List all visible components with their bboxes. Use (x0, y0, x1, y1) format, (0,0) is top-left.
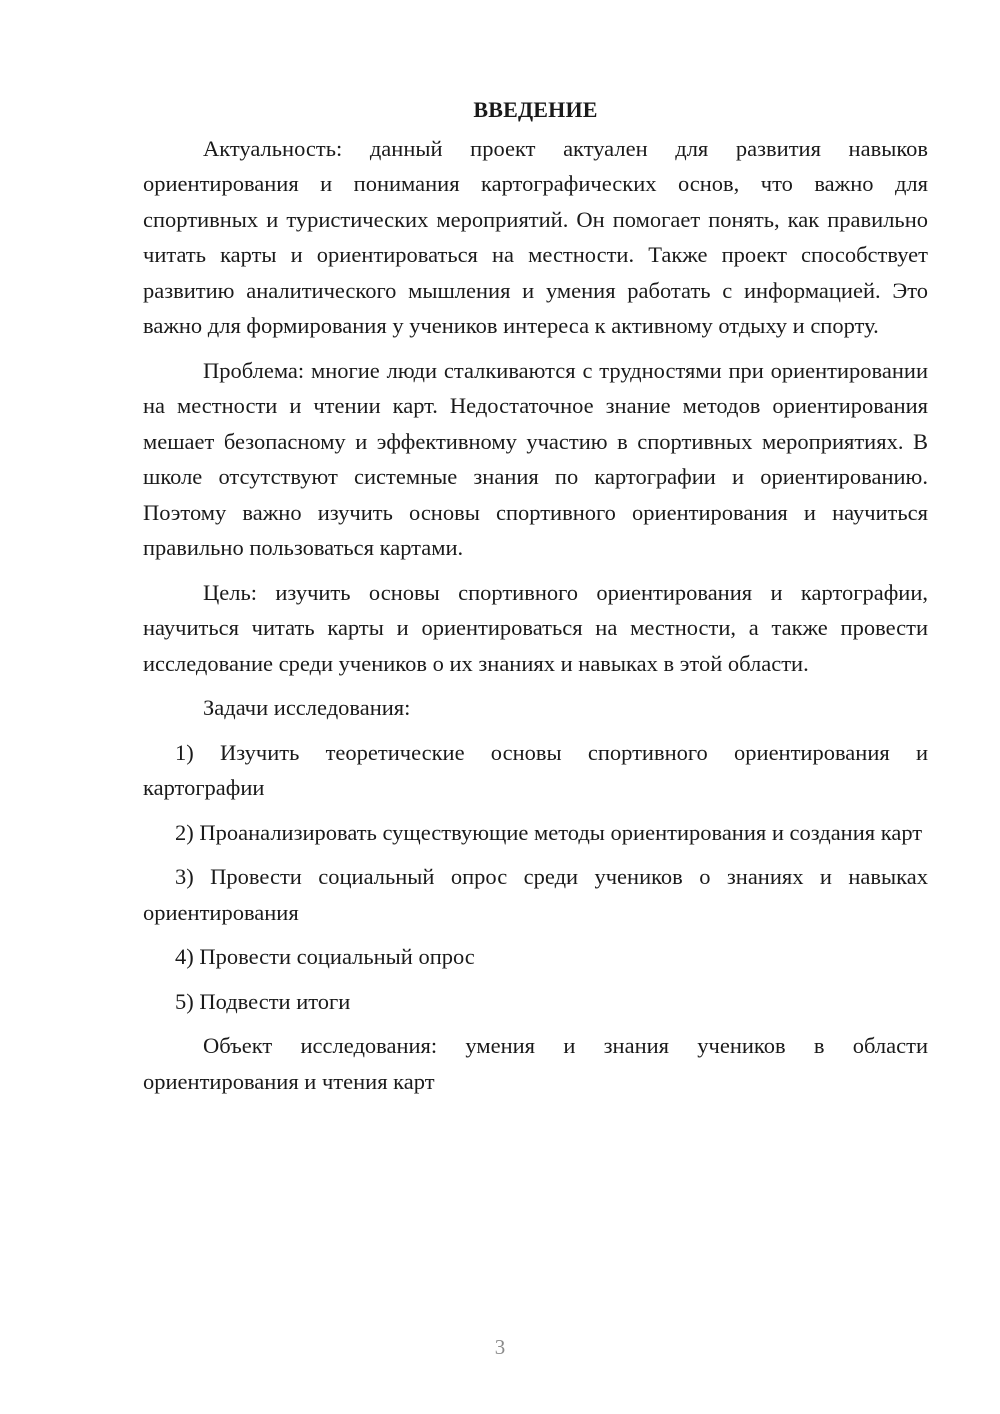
task-item-2: 2) Проанализировать существующие методы ориентирования и создания карт (175, 819, 923, 845)
tasks-heading: Задачи исследования: (203, 695, 411, 720)
relevance-paragraph: Актуальность: данный проект актуален для развития навыков ориентирования и понимания картографических основ, что важно для спортивных и туристических мероприятий. Он помогает понять, как правильно читать карты и ориентироваться на местности. Также проект способствует развитию аналитического мышления и умения работать с информацией. Это важно для формирования у учеников интереса к активному отдыху и спорту. (143, 135, 928, 338)
section-heading: ВВЕДЕНИЕ (473, 97, 598, 122)
goal-paragraph: Цель: изучить основы спортивного ориентирования и картографии, научиться читать карты и ориентироваться на местности, а также провести исследование среди учеников о их знаниях и навыках в этой области. (143, 579, 928, 676)
task-item-4: 4) Провести социальный опрос (175, 944, 475, 969)
problem-paragraph: Проблема: многие люди сталкиваются с трудностями при ориентировании на местности и чтении карт. Недостаточное знание методов ориентирования мешает безопасному и эффективному участию в спортивных мероприятиях. В школе отсутствуют системные знания по картографии и ориентированию. Поэтому важно изучить основы спортивного ориентирования и научиться правильно пользоваться картами. (143, 357, 928, 560)
page-content (143, 92, 928, 1108)
object-paragraph: Объект исследования: умения и знания учеников в области ориентирования и чтения карт (143, 1033, 928, 1094)
task-item-5: 5) Подвести итоги (175, 988, 351, 1014)
task-item-1: 1) Изучить теоретические основы спортивного ориентирования и картографии (143, 739, 928, 800)
page-number: 3 (494, 1335, 506, 1359)
task-item-3: 3) Провести социальный опрос среди учеников о знаниях и навыках ориентирования (143, 864, 928, 925)
